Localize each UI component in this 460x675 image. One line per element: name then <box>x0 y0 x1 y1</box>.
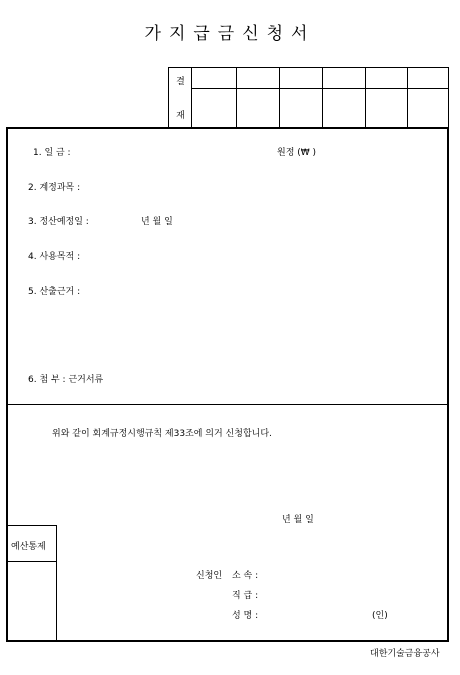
approval-col-divider <box>407 68 408 127</box>
budget-control-divider <box>6 561 57 562</box>
basis-label: 5. 산출근거 : <box>28 287 81 297</box>
purpose-label: 4. 사용목적 : <box>28 252 81 262</box>
settlement-date: 년 월 일 <box>141 217 173 227</box>
settlement-label: 3. 정산예정일 : <box>28 217 89 227</box>
approval-label-column <box>169 68 192 127</box>
attachment-label: 6. 첨 부 : 근거서류 <box>28 375 104 385</box>
amount-won: 원정 (₩ ) <box>277 148 317 158</box>
organization-name: 대한기술금융공사 <box>370 649 440 659</box>
applicant-seal: (인) <box>372 611 388 621</box>
approval-col-divider <box>236 68 237 127</box>
section-divider <box>6 404 449 405</box>
approval-label-bottom: 재 <box>176 111 185 121</box>
document-title: 가지급금신청서 <box>144 24 316 44</box>
applicant-title-label: 직 급 : <box>232 591 259 601</box>
account-label: 2. 계정과목 : <box>28 183 81 193</box>
amount-label: 1. 일 금 : <box>33 148 71 158</box>
approval-stamp-grid <box>168 67 449 128</box>
request-statement: 위와 같이 회계규정시행규칙 제33조에 의거 신청합니다. <box>52 429 272 439</box>
approval-col-divider <box>365 68 366 127</box>
approval-col-divider <box>279 68 280 127</box>
budget-control-label: 예산통제 <box>11 542 46 552</box>
applicant-header: 신청인 <box>196 571 223 581</box>
request-date: 년 월 일 <box>282 515 314 525</box>
approval-row-divider <box>192 88 448 89</box>
approval-col-divider <box>322 68 323 127</box>
applicant-dept-label: 소 속 : <box>232 571 259 581</box>
applicant-name-label: 성 명 : <box>232 611 259 621</box>
approval-label-top: 결 <box>176 77 185 87</box>
